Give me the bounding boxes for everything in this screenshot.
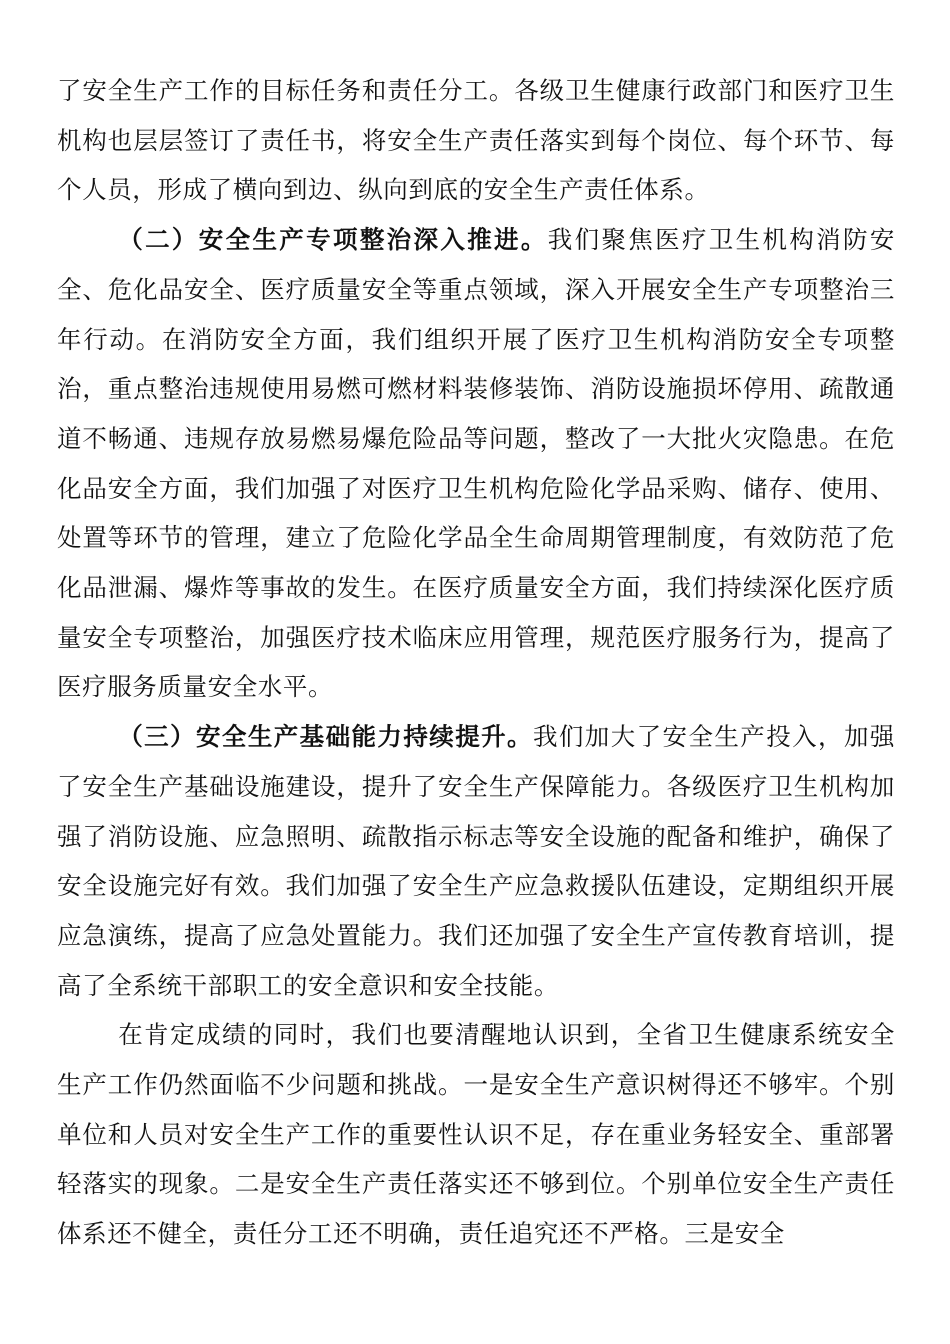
section-heading-three: （三）安全生产基础能力持续提升。 [118,722,533,752]
section-heading-two: （二）安全生产专项整治深入推进。 [118,225,548,255]
paragraph-responsibility-system [57,66,895,215]
paragraph-text: 了安全生产工作的目标任务和责任分工。各级卫生健康行政部门和医疗卫生机构也层层签订了责任书，将安全生产责任落实到每个岗位、每个环节、每个人员，形成了横向到边、纵向到底的安全生产责任体系。 [57,76,895,205]
paragraph-special-rectification [57,215,895,712]
paragraph-text: 在肯定成绩的同时，我们也要清醒地认识到，全省卫生健康系统安全生产工作仍然面临不少问题和挑战。一是安全生产意识树得还不够牢。个别单位和人员对安全生产工作的重要性认识不足，存在重业务轻安全、重部署轻落实的现象。二是安全生产责任落实还不够到位。个别单位安全生产责任体系还不健全，责任分工还不明确，责任追究还不严格。三是安全 [57,1020,895,1249]
paragraph-text: 我们加大了安全生产投入，加强了安全生产基础设施建设，提升了安全生产保障能力。各级医疗卫生机构加强了消防设施、应急照明、疏散指示标志等安全设施的配备和维护，确保了安全设施完好有效。我们加强了安全生产应急救援队伍建设，定期组织开展应急演练，提高了应急处置能力。我们还加强了安全生产宣传教育培训，提高了全系统干部职工的安全意识和安全技能。 [57,722,895,1000]
paragraph-basic-capability [57,712,895,1010]
paragraph-text: 我们聚焦医疗卫生机构消防安全、危化品安全、医疗质量安全等重点领域，深入开展安全生产专项整治三年行动。在消防安全方面，我们组织开展了医疗卫生机构消防安全专项整治，重点整治违规使用易燃可燃材料装修装饰、消防设施损坏停用、疏散通道不畅通、违规存放易燃易爆危险品等问题，整改了一大批火灾隐患。在危化品安全方面，我们加强了对医疗卫生机构危险化学品采购、储存、使用、处置等环节的管理，建立了危险化学品全生命周期管理制度，有效防范了危化品泄漏、爆炸等事故的发生。在医疗质量安全方面，我们持续深化医疗质量安全专项整治，加强医疗技术临床应用管理，规范医疗服务行为，提高了医疗服务质量安全水平。 [57,225,895,702]
paragraph-problems-challenges [57,1010,895,1259]
document-page [57,66,895,1259]
